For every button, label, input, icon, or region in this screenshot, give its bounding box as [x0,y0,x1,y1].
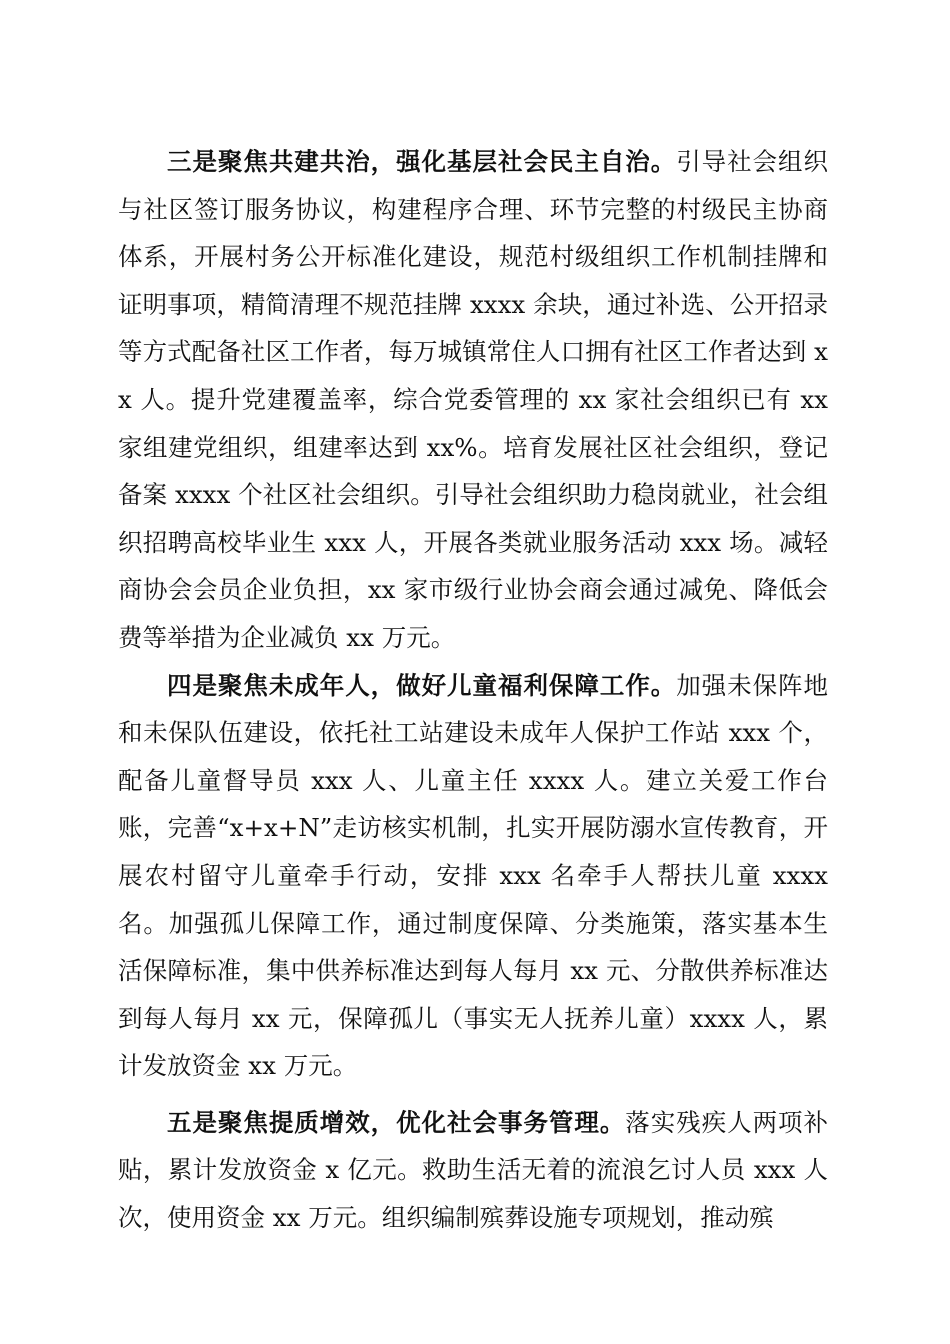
paragraph-text: 引导社会组织与社区签订服务协议，构建程序合理、环节完整的村级民主协商体系，开展村务公开标准化建设，规范村级组织工作机制挂牌和证明事项，精简清理不规范挂牌 xxxx 余块，通过补选、公开招录等方式配备社区工作者，每万城镇常住人口拥有社区工作者达到 xx 人。提升党建覆盖率，综合党委管理的 xx 家社会组织已有 xx 家组建党组织，组建率达到 xx%。培育发展社区社会组织，登记备案 xxxx 个社区社会组织。引导社会组织助力稳岗就业，社会组织招聘高校毕业生 xxx 人，开展各类就业服务活动 xxx 场。减轻商协会会员企业负担，xx 家市级行业协会商会通过减免、降低会费等举措为企业减负 xx 万元。 [118,147,829,652]
paragraph-text: 落实残疾人两项补贴，累计发放资金 x 亿元。救助生活无着的流浪乞讨人员 xxx 人次，使用资金 xx 万元。组织编制殡葬设施专项规划，推动殡 [118,1107,829,1233]
paragraph-text: 加强未保阵地和未保队伍建设，依托社工站建设未成年人保护工作站 xxx 个，配备儿童督导员 xxx 人、儿童主任 xxxx 人。建立关爱工作台账，完善“x+x+N”走访核实机制，扎实开展防溺水宣传教育，开展农村留守儿童牵手行动，安排 xxx 名牵手人帮扶儿童 xxxx 名。加强孤儿保障工作，通过制度保障、分类施策，落实基本生活保障标准，集中供养标准达到每人每月 xx 元、分散供养标准达到每人每月 xx 元，保障孤儿（事实无人抚养儿童）xxxx 人，累计发放资金 xx 万元。 [118,670,829,1081]
paragraph-community-governance [118,138,828,662]
paragraph-heading: 五是聚焦提质增效，优化社会事务管理。 [167,1107,626,1137]
document-body [118,138,828,1242]
paragraph-child-welfare [118,662,828,1090]
paragraph-heading: 四是聚焦未成年人，做好儿童福利保障工作。 [167,670,677,700]
paragraph-social-affairs [118,1099,828,1242]
paragraph-heading: 三是聚焦共建共治，强化基层社会民主自治。 [167,147,677,176]
